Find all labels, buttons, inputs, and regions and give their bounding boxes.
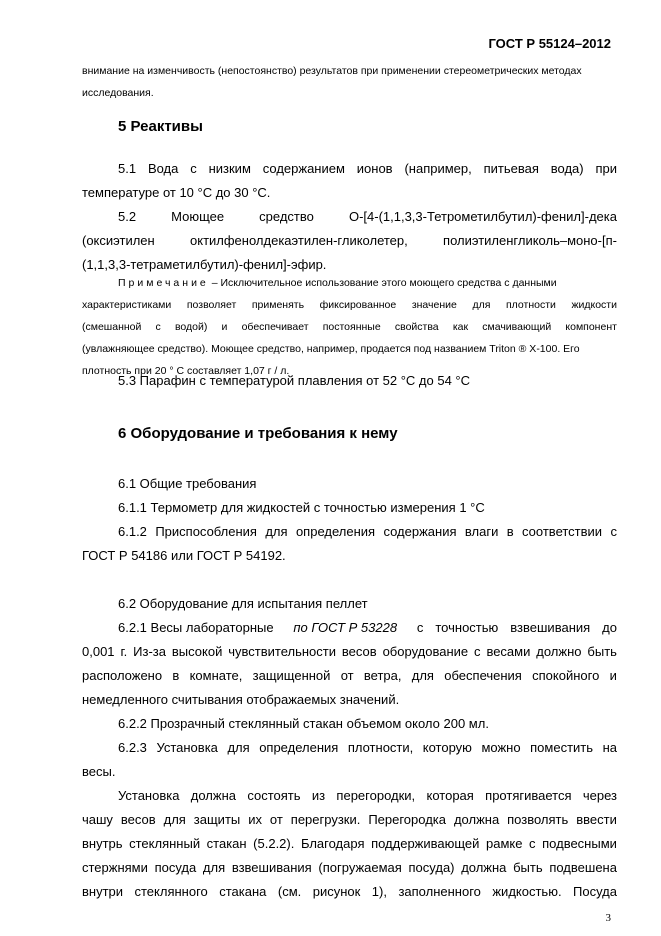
- word: стакан: [206, 836, 247, 851]
- word: обеспечивает: [241, 321, 309, 333]
- intro-line: внимание на изменчивость (непостоянство) результатов при применении стереометрических методах: [82, 65, 582, 77]
- word: должно: [536, 644, 582, 659]
- word: ветра,: [363, 668, 402, 683]
- word: определения: [259, 740, 339, 755]
- word: взвешивания: [231, 860, 312, 875]
- word: от: [269, 812, 283, 827]
- page-number: 3: [605, 912, 611, 924]
- word: от: [340, 668, 354, 683]
- word: (смешанной: [82, 321, 142, 333]
- word: стеклянного: [134, 884, 208, 899]
- word: 5.2: [118, 209, 137, 224]
- note-text: – Исключительное использование этого моющего средства с данными: [211, 277, 557, 289]
- word: значение: [411, 299, 457, 311]
- word: для: [227, 740, 250, 755]
- word: с: [610, 524, 617, 539]
- word: протягивается: [485, 788, 572, 803]
- word: влаги: [464, 524, 499, 539]
- word: должна: [190, 788, 237, 803]
- word: их: [248, 812, 262, 827]
- word: с: [529, 836, 536, 851]
- word: ввести: [576, 812, 617, 827]
- word: Установка: [118, 788, 180, 803]
- word: для: [411, 668, 434, 683]
- section-6-title: 6 Оборудование и требования к нему: [118, 425, 398, 442]
- paragraph-5-2-line: [118, 205, 617, 229]
- paragraph-6-2-1-line: [82, 640, 617, 664]
- word: быть: [513, 860, 543, 875]
- word: (погружаемая: [318, 860, 402, 875]
- word: которая: [426, 788, 474, 803]
- word: 5.1: [118, 161, 137, 176]
- word: для: [265, 524, 288, 539]
- paragraph-6-2-1-line: [118, 616, 617, 640]
- word: которую: [422, 740, 472, 755]
- word: октилфенолдекаэтилен-гликолетер,: [190, 233, 408, 248]
- paragraph-6-2: 6.2 Оборудование для испытания пеллет: [118, 596, 368, 611]
- word: обеспечения: [444, 668, 522, 683]
- word: компонент: [565, 321, 617, 333]
- note-line: [82, 294, 617, 316]
- paragraph-setup-line: [82, 832, 617, 856]
- paragraph-6-1-2-line: ГОСТ Р 54186 или ГОСТ Р 54192.: [82, 548, 286, 563]
- word: вода): [550, 161, 584, 176]
- word: Моющее: [171, 209, 225, 224]
- word: 1),: [371, 884, 387, 899]
- word: 6.1.2: [118, 524, 147, 539]
- paragraph-5-1-line: температуре от 10 °С до 30 °С.: [82, 185, 271, 200]
- word: как: [452, 321, 469, 333]
- word: Из-за: [133, 644, 166, 659]
- paragraph-5-3: 5.3 Парафин с температурой плавления от 52 °С до 54 °С: [118, 373, 471, 388]
- word: Благодаря: [300, 836, 365, 851]
- word: постоянные: [322, 321, 381, 333]
- word: при: [595, 161, 617, 176]
- note-line: (увлажняющее средство). Моющее средство, например, продается под названием Triton ® X-100. Его: [82, 343, 580, 355]
- word: О-[4-(1,1,3,3-Тетрометилбутил)-фенил]-дека: [348, 209, 617, 224]
- word: и: [221, 321, 228, 333]
- word: чувствительности: [228, 644, 336, 659]
- word: через: [582, 788, 617, 803]
- note-line: [82, 316, 617, 338]
- word: для: [472, 299, 491, 311]
- word: позволять: [507, 812, 569, 827]
- word: (оксиэтилен: [82, 233, 155, 248]
- word: питьевая: [483, 161, 539, 176]
- word: спокойного: [532, 668, 600, 683]
- paragraph-6-1-1: 6.1.1 Термометр для жидкостей с точностью измерения 1 °С: [118, 500, 485, 515]
- word: весов: [341, 644, 377, 659]
- word: г.: [120, 644, 128, 659]
- word: определения: [295, 524, 376, 539]
- word: (5.2.2).: [253, 836, 295, 851]
- paragraph-6-1: 6.1 Общие требования: [118, 476, 257, 491]
- word: и: [609, 668, 617, 683]
- word: поддерживающей: [371, 836, 480, 851]
- word: весов: [120, 812, 156, 827]
- word: должна: [453, 812, 500, 827]
- word: плотности: [505, 299, 556, 311]
- paragraph-5-1-line: [118, 157, 617, 181]
- paragraph-6-2-2: 6.2.2 Прозрачный стеклянный стакан объемом около 200 мл.: [118, 716, 489, 731]
- word: ионов: [356, 161, 393, 176]
- paragraph-6-2-1-line: [82, 664, 617, 688]
- note-line: [118, 272, 617, 294]
- word: фиксированное: [319, 299, 397, 311]
- word: низким: [208, 161, 251, 176]
- word: взвешивания: [510, 620, 591, 635]
- paragraph-setup-line: [118, 784, 617, 808]
- word: поместить: [530, 740, 594, 755]
- text-segment: [417, 616, 617, 640]
- word: посуда): [408, 860, 455, 875]
- word: на: [602, 740, 617, 755]
- word: полиэтиленгликоль–моно-[п-: [443, 233, 617, 248]
- word: Установка: [156, 740, 218, 755]
- paragraph-5-2-line: [82, 229, 617, 253]
- word: с: [474, 644, 481, 659]
- paragraph-5-2-line: (1,1,3,3-тетраметилбутил)-фенил]-эфир.: [82, 257, 327, 272]
- word: высокой: [171, 644, 223, 659]
- word: смачивающий: [482, 321, 552, 333]
- word: содержанием: [262, 161, 345, 176]
- text-segment: 6.2.1 Весы лабораторные: [118, 620, 274, 635]
- word: Посуда: [573, 884, 617, 899]
- paragraph-6-1-2-line: [118, 520, 617, 544]
- word: посуда: [154, 860, 197, 875]
- word: в: [506, 524, 514, 539]
- paragraph-6-2-3-line: [118, 736, 617, 760]
- word: должна: [461, 860, 507, 875]
- word: содержания: [383, 524, 457, 539]
- intro-line: исследования.: [82, 87, 154, 99]
- word: внутрь: [82, 836, 123, 851]
- word: перегрузки.: [290, 812, 361, 827]
- word: стеклянный: [129, 836, 201, 851]
- word: чашу: [82, 812, 113, 827]
- word: защиты: [193, 812, 241, 827]
- word: 0,001: [82, 644, 115, 659]
- word: до: [602, 620, 617, 635]
- word: рамке: [486, 836, 523, 851]
- word: для: [163, 812, 186, 827]
- word: с: [155, 321, 161, 333]
- paragraph-6-2-3-line: весы.: [82, 764, 116, 779]
- word: быть: [587, 644, 617, 659]
- word: жидкости: [571, 299, 617, 311]
- paragraph-setup-line: [82, 880, 617, 904]
- word: в: [172, 668, 180, 683]
- word: Приспособления: [155, 524, 257, 539]
- word: (например,: [404, 161, 472, 176]
- paragraph-setup-line: [82, 808, 617, 832]
- word: весами: [486, 644, 531, 659]
- word: рисунок: [312, 884, 361, 899]
- word: позволяет: [186, 299, 237, 311]
- note-line: плотность при 20 ° С составляет 1,07 г / л.: [82, 365, 290, 377]
- word: стержнями: [82, 860, 148, 875]
- word: жидкостью.: [492, 884, 562, 899]
- word: защищенной: [252, 668, 331, 683]
- word: (см.: [277, 884, 302, 899]
- word: из: [311, 788, 326, 803]
- word: можно: [481, 740, 521, 755]
- word: Перегородка: [368, 812, 446, 827]
- word: водой): [174, 321, 208, 333]
- word: оборудование: [382, 644, 469, 659]
- paragraph-setup-line: [82, 856, 617, 880]
- word: комнате,: [189, 668, 243, 683]
- word: для: [202, 860, 226, 875]
- word: плотности,: [347, 740, 414, 755]
- word: подвешена: [549, 860, 617, 875]
- word: точностью: [435, 620, 499, 635]
- word: внутри: [82, 884, 124, 899]
- standard-reference: по ГОСТ Р 53228: [293, 620, 398, 635]
- word: соответствии: [522, 524, 603, 539]
- section-5-title: 5 Реактивы: [118, 118, 203, 135]
- paragraph-6-2-1-line: немедленного считывания отображаемых значений.: [82, 692, 400, 707]
- word: состоять: [247, 788, 301, 803]
- document-header: ГОСТ Р 55124–2012: [488, 36, 611, 51]
- word: перегородки,: [336, 788, 416, 803]
- word: свойства: [394, 321, 439, 333]
- word: расположено: [82, 668, 163, 683]
- word: 6.2.3: [118, 740, 147, 755]
- word: подвесными: [542, 836, 617, 851]
- word: применять: [251, 299, 305, 311]
- word: заполненного: [398, 884, 481, 899]
- word: Вода: [147, 161, 179, 176]
- word: стакана: [219, 884, 267, 899]
- word: с: [190, 161, 197, 176]
- word: с: [416, 620, 424, 635]
- word: характеристиками: [82, 299, 172, 311]
- note-label: Примечание: [118, 277, 209, 289]
- word: средство: [259, 209, 314, 224]
